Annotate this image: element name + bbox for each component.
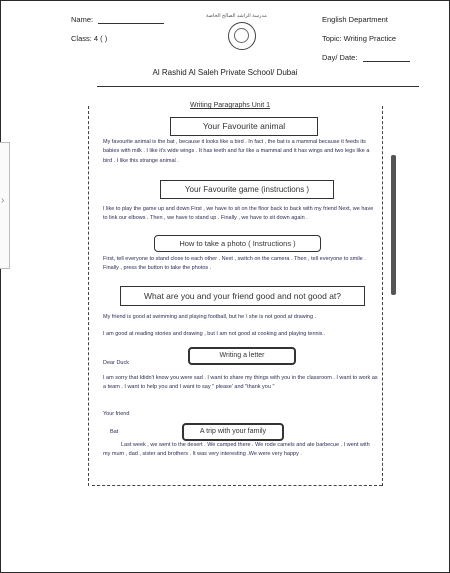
letter-signature: Bat [110,429,119,435]
bottom-dashed-border [92,485,382,486]
scrollbar[interactable] [391,155,396,295]
heading-take-photo: How to take a photo ( Instructions ) [154,235,321,252]
paragraph-take-photo: First, tell everyone to stand close to each other . Next , switch on the camera . Then , tell everyone to smile . Finally , press the button to take the photos . [103,256,366,272]
name-line[interactable] [98,23,164,24]
heading-favourite-game: Your Favourite game (instructions ) [160,180,334,199]
date-line[interactable] [363,61,410,62]
name-label: Name: [71,15,94,24]
date-label: Day/ Date: [322,53,358,62]
letter-greeting: Dear Duck [103,360,129,366]
heading-favourite-animal: Your Favourite animal [170,117,318,136]
side-panel-handle[interactable] [0,142,10,269]
topic-label: Topic: Writing Practice [322,34,397,43]
school-arabic-name: مدرسة الراشد الصالح الخاصة [206,13,267,19]
heading-good-at: What are you and your friend good and not good at? [120,286,365,306]
unit-title: Writing Paragraphs Unit 1 [190,102,271,109]
paragraph-favourite-animal: My favourite animal is the bat , because it looks like a bird . In fact , the bat is a mammal because it feeds its babies with milk . I like it's wide wings . It has teeth and fur like a mammal and it has wings and two legs like a bird . I like this strange animal . [103,139,370,164]
paragraph-family-trip: Last week , we went to the desert . We camped there . We rode camels and ate barbecue . I went with my mum , dad , sister and brothers . It was very interesting .We were very happy . [103,442,370,458]
good-at-line-1: My friend is good at swimming and playing football, but he \ she is not good at drawing . [103,314,317,320]
school-logo-icon [228,22,256,50]
good-at-line-2: I am good at reading stories and drawing , but I am not good at cooking and playing tennis . [103,331,326,337]
class-label: Class: 4 ( ) [71,34,108,43]
left-dashed-border [88,106,89,486]
letter-closing: Your friend [103,411,130,417]
heading-writing-letter: Writing a letter [188,347,296,365]
letter-body: I am sorry that Ididn't know you were sad . I want to share my things with you in the classroom . I want to work as a team . I want to help you and I want to say " please' and "thank you " [103,375,378,391]
school-name: Al Rashid Al Saleh Private School/ Dubai [152,68,298,77]
header-divider [97,86,419,87]
department-label: English Department [322,15,388,24]
date-field[interactable] [322,53,410,62]
paragraph-favourite-game: I like to play the game up and down First , we have to sit on the floor back to back with my friend Next, we have to link our elbows . Then , we have to stand up . Finally , we have to sit down again . [103,206,374,222]
name-field[interactable] [71,15,164,24]
chevron-right-icon: › [1,195,5,206]
heading-family-trip: A trip with your family [182,423,284,441]
